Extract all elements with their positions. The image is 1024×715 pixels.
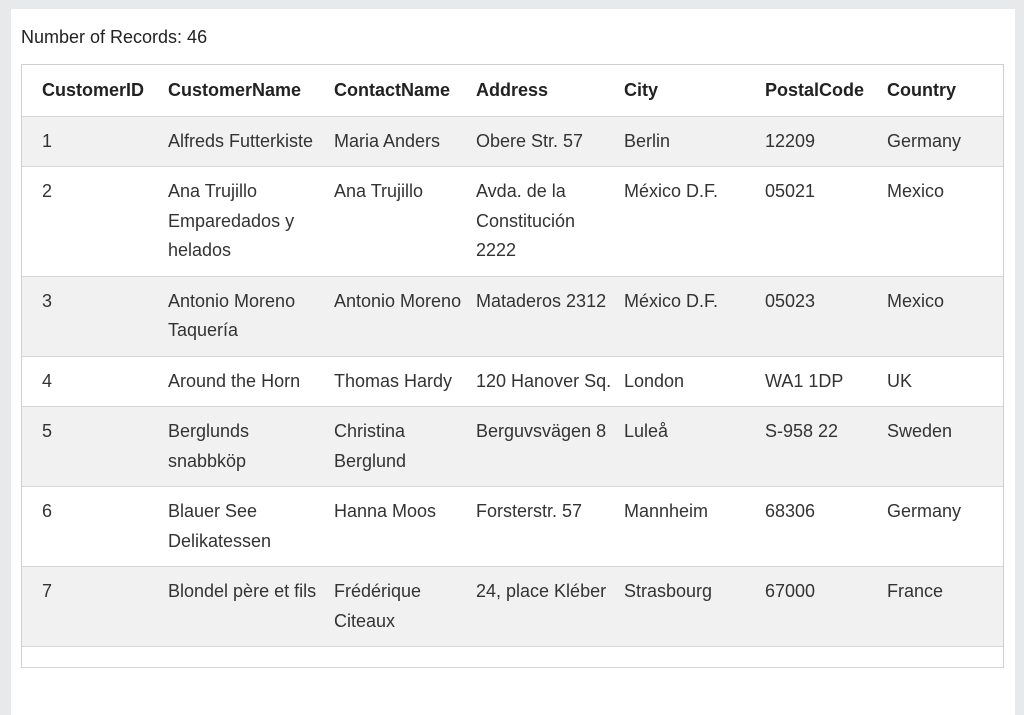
column-header-customerid: CustomerID <box>22 65 168 116</box>
cell-contactname: Ana Trujillo <box>334 167 476 277</box>
cell-customername: Antonio Moreno Taquería <box>168 276 334 356</box>
cell-customerid: 5 <box>22 407 168 487</box>
cell-contactname: Maria Anders <box>334 116 476 167</box>
table-row <box>22 407 1003 487</box>
cell-contactname: Antonio Moreno <box>334 276 476 356</box>
cell-country: UK <box>887 356 1003 407</box>
cell-contactname: Thomas Hardy <box>334 356 476 407</box>
cell-customername: Blauer See Delikatessen <box>168 487 334 567</box>
cell-address: 24, place Kléber <box>476 567 624 647</box>
cell-country: Mexico <box>887 167 1003 277</box>
column-header-country: Country <box>887 65 1003 116</box>
cell-customername: Berglunds snabbköp <box>168 407 334 487</box>
table-row <box>22 487 1003 567</box>
cell-contactname <box>334 647 476 668</box>
column-header-customername: CustomerName <box>168 65 334 116</box>
cell-contactname: Frédérique Citeaux <box>334 567 476 647</box>
cell-city: México D.F. <box>624 167 765 277</box>
cell-city: Mannheim <box>624 487 765 567</box>
table-row <box>22 167 1003 277</box>
cell-country: Germany <box>887 116 1003 167</box>
cell-country: Sweden <box>887 407 1003 487</box>
cell-country: Germany <box>887 487 1003 567</box>
table-header-row <box>22 65 1003 116</box>
cell-customerid: 6 <box>22 487 168 567</box>
cell-customerid: 7 <box>22 567 168 647</box>
column-header-city: City <box>624 65 765 116</box>
cell-address: 120 Hanover Sq. <box>476 356 624 407</box>
cell-address <box>476 647 624 668</box>
cell-customerid <box>22 647 168 668</box>
table-row <box>22 356 1003 407</box>
cell-postalcode: 12209 <box>765 116 887 167</box>
cell-postalcode <box>765 647 887 668</box>
column-header-address: Address <box>476 65 624 116</box>
cell-postalcode: 05021 <box>765 167 887 277</box>
cell-postalcode: 68306 <box>765 487 887 567</box>
cell-country: France <box>887 567 1003 647</box>
cell-contactname: Hanna Moos <box>334 487 476 567</box>
table-row <box>22 116 1003 167</box>
cell-postalcode: S-958 22 <box>765 407 887 487</box>
cell-customerid: 1 <box>22 116 168 167</box>
cell-city: México D.F. <box>624 276 765 356</box>
cell-address: Obere Str. 57 <box>476 116 624 167</box>
cell-customerid: 4 <box>22 356 168 407</box>
cell-postalcode: 05023 <box>765 276 887 356</box>
cell-address: Mataderos 2312 <box>476 276 624 356</box>
column-header-contactname: ContactName <box>334 65 476 116</box>
cell-customername <box>168 647 334 668</box>
cell-city: Strasbourg <box>624 567 765 647</box>
cell-customerid: 3 <box>22 276 168 356</box>
cell-postalcode: WA1 1DP <box>765 356 887 407</box>
cell-city: Luleå <box>624 407 765 487</box>
cell-address: Avda. de la Constitución 2222 <box>476 167 624 277</box>
cell-city: London <box>624 356 765 407</box>
table-row <box>22 647 1003 668</box>
cell-customername: Blondel père et fils <box>168 567 334 647</box>
cell-customername: Ana Trujillo Emparedados y helados <box>168 167 334 277</box>
cell-postalcode: 67000 <box>765 567 887 647</box>
table-row <box>22 276 1003 356</box>
customers-table-container <box>21 64 1004 668</box>
cell-address: Forsterstr. 57 <box>476 487 624 567</box>
cell-country: Mexico <box>887 276 1003 356</box>
cell-address: Berguvsvägen 8 <box>476 407 624 487</box>
cell-city: Berlin <box>624 116 765 167</box>
cell-customername: Alfreds Futterkiste <box>168 116 334 167</box>
cell-customername: Around the Horn <box>168 356 334 407</box>
table-row <box>22 567 1003 647</box>
record-count-label: Number of Records: 46 <box>21 27 208 47</box>
cell-city <box>624 647 765 668</box>
cell-customerid: 2 <box>22 167 168 277</box>
cell-country <box>887 647 1003 668</box>
results-panel <box>11 9 1015 715</box>
column-header-postalcode: PostalCode <box>765 65 887 116</box>
cell-contactname: Christina Berglund <box>334 407 476 487</box>
customers-table <box>22 65 1003 668</box>
